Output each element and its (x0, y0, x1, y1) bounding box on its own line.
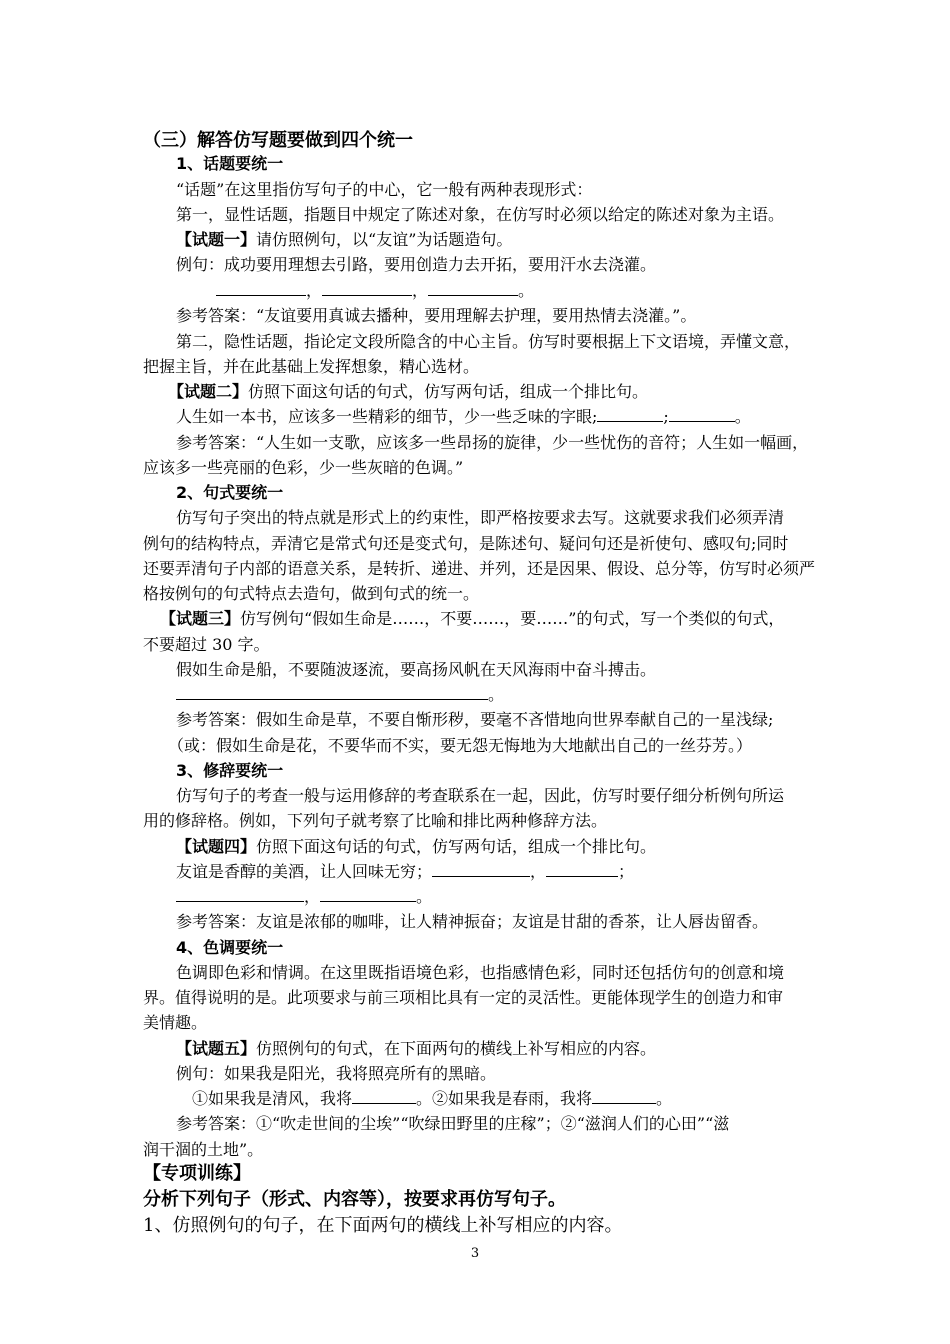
answer-blanks: ①如果我是清风，我将 。②如果我是春雨，我将 。 (192, 1089, 673, 1108)
question-label: 【试题二】 (168, 382, 249, 401)
blank-line[interactable] (320, 885, 416, 902)
question-2 (0, 380, 950, 404)
paragraph: 把握主旨，并在此基础上发挥想象，精心选材。 (143, 357, 480, 376)
reference-answer: 润干涸的土地”。 (143, 1140, 264, 1159)
question-text: 仿照下面这句话的句式，仿写两句话，组成一个排比句。 (256, 837, 657, 856)
training-subtitle: 分析下列句子（形式、内容等），按要求再仿写句子。 (143, 1189, 566, 1210)
question-text: 仿照下面这句话的句式，仿写两句话，组成一个排比句。 (248, 382, 649, 401)
blank-line[interactable] (322, 279, 412, 296)
example-sentence: 假如生命是船，不要随波逐流，要高扬风帆在天风海雨中奋斗搏击。 (176, 660, 657, 679)
heading-tone: 4、色调要统一 (176, 938, 284, 957)
question-text: 请仿照例句，以“友谊”为话题造句。 (256, 230, 513, 249)
question-text: 仿写例句“假如生命是……，不要……，要……”的句式，写一个类似的句式， (240, 609, 785, 628)
heading-rhetoric: 3、修辞要统一 (176, 761, 284, 780)
page-number: 3 (470, 1246, 480, 1261)
reference-answer: 参考答案：“友谊要用真诚去播种，要用理解去护理，要用热情去浇灌。”。 (176, 306, 697, 325)
heading-sentence-pattern: 2、句式要统一 (176, 483, 284, 502)
answer-blanks: ， ， 。 (0, 279, 950, 303)
paragraph: “话题”在这里指仿写句子的中心，它一般有两种表现形式： (176, 180, 593, 199)
blank-line[interactable] (352, 1087, 416, 1104)
paragraph: 用的修辞格。例如，下列句子就考察了比喻和排比两种修辞方法。 (143, 811, 608, 830)
answer-blanks: 。 (0, 683, 950, 707)
training-item: 1、仿照例句的句子，在下面两句的横线上补写相应的内容。 (143, 1215, 623, 1236)
blank-line[interactable] (428, 279, 518, 296)
paragraph: 仿写句子的考查一般与运用修辞的考查联系在一起，因此，仿写时要仔细分析例句所运 (176, 786, 785, 805)
section-title: （三）解答仿写题要做到四个统一 (143, 130, 413, 151)
question-4 (0, 835, 950, 859)
reference-answer: 参考答案：“人生如一支歌，应该多一些昂扬的旋律，少一些忧伤的音符；人生如一幅画， (176, 433, 809, 452)
reference-answer: 应该多一些亮丽的色彩，少一些灰暗的色调。” (143, 458, 464, 477)
paragraph: 还要弄清句子内部的语意关系，是转折、递进、并列，还是因果、假设、总分等，仿写时必须严 (143, 559, 816, 578)
reference-answer: 参考答案：假如生命是草，不要自惭形秽，要毫不吝惜地向世界奉献自己的一星浅绿; (176, 710, 774, 729)
reference-answer: （或：假如生命是花，不要华而不实，要无怨无悔地为大地献出自己的一丝芬芳。） (168, 736, 753, 755)
blank-line[interactable] (432, 860, 530, 877)
example-sentence: 友谊是香醇的美酒，让人回味无穷； ， ； (176, 862, 635, 881)
blank-line[interactable] (546, 860, 618, 877)
example-sentence: 人生如一本书，应该多一些精彩的细节，少一些乏味的字眼; ; 。 (176, 407, 751, 426)
paragraph: 仿写句子突出的特点就是形式上的约束性，即严格按要求去写。这就要求我们必须弄清 (176, 508, 785, 527)
training-title: 【专项训练】 (143, 1163, 251, 1184)
blank-line[interactable] (669, 405, 735, 422)
reference-answer: 参考答案：①“吹走世间的尘埃”“吹绿田野里的庄稼”；②“滋润人们的心田”“滋 (176, 1114, 730, 1133)
question-label: 【试题四】 (176, 837, 257, 856)
paragraph: 色调即色彩和情调。在这里既指语境色彩，也指感情色彩，同时还包括仿句的创意和境 (176, 963, 785, 982)
answer-blanks: ， 。 (0, 885, 950, 909)
question-text: 仿照例句的句式，在下面两句的横线上补写相应的内容。 (256, 1039, 657, 1058)
example-sentence: 例句：成功要用理想去引路，要用创造力去开拓，要用汗水去浇灌。 (176, 255, 657, 274)
heading-topic: 1、话题要统一 (176, 154, 284, 173)
paragraph: 格按例句的句式特点去造句，做到句式的统一。 (143, 584, 480, 603)
blank-line[interactable] (176, 683, 488, 700)
question-5 (0, 1037, 950, 1061)
paragraph: 第一，显性话题，指题目中规定了陈述对象，在仿写时必须以给定的陈述对象为主语。 (176, 205, 785, 224)
paragraph: 界。值得说明的是。此项要求与前三项相比具有一定的灵活性。更能体现学生的创造力和审 (143, 988, 784, 1007)
blank-line[interactable] (597, 405, 663, 422)
question-1 (0, 228, 950, 252)
question-label: 【试题五】 (176, 1039, 257, 1058)
question-label: 【试题一】 (176, 230, 257, 249)
blank-line[interactable] (216, 279, 306, 296)
paragraph: 例句的结构特点，弄清它是常式句还是变式句，是陈述句、疑问句还是祈使句、感叹句;同时 (143, 534, 789, 553)
blank-line[interactable] (592, 1087, 656, 1104)
example-sentence: 例句：如果我是阳光，我将照亮所有的黑暗。 (176, 1064, 497, 1083)
paragraph: 美情趣。 (143, 1013, 208, 1032)
question-label: 【试题三】 (160, 609, 241, 628)
reference-answer: 参考答案：友谊是浓郁的咖啡，让人精神振奋；友谊是甘甜的香茶，让人唇齿留香。 (176, 912, 769, 931)
question-3 (0, 607, 950, 631)
question-text: 不要超过 30 字。 (143, 635, 270, 654)
paragraph: 第二，隐性话题，指论定文段所隐含的中心主旨。仿写时要根据上下文语境，弄懂文意， (176, 332, 801, 351)
blank-line[interactable] (176, 885, 304, 902)
